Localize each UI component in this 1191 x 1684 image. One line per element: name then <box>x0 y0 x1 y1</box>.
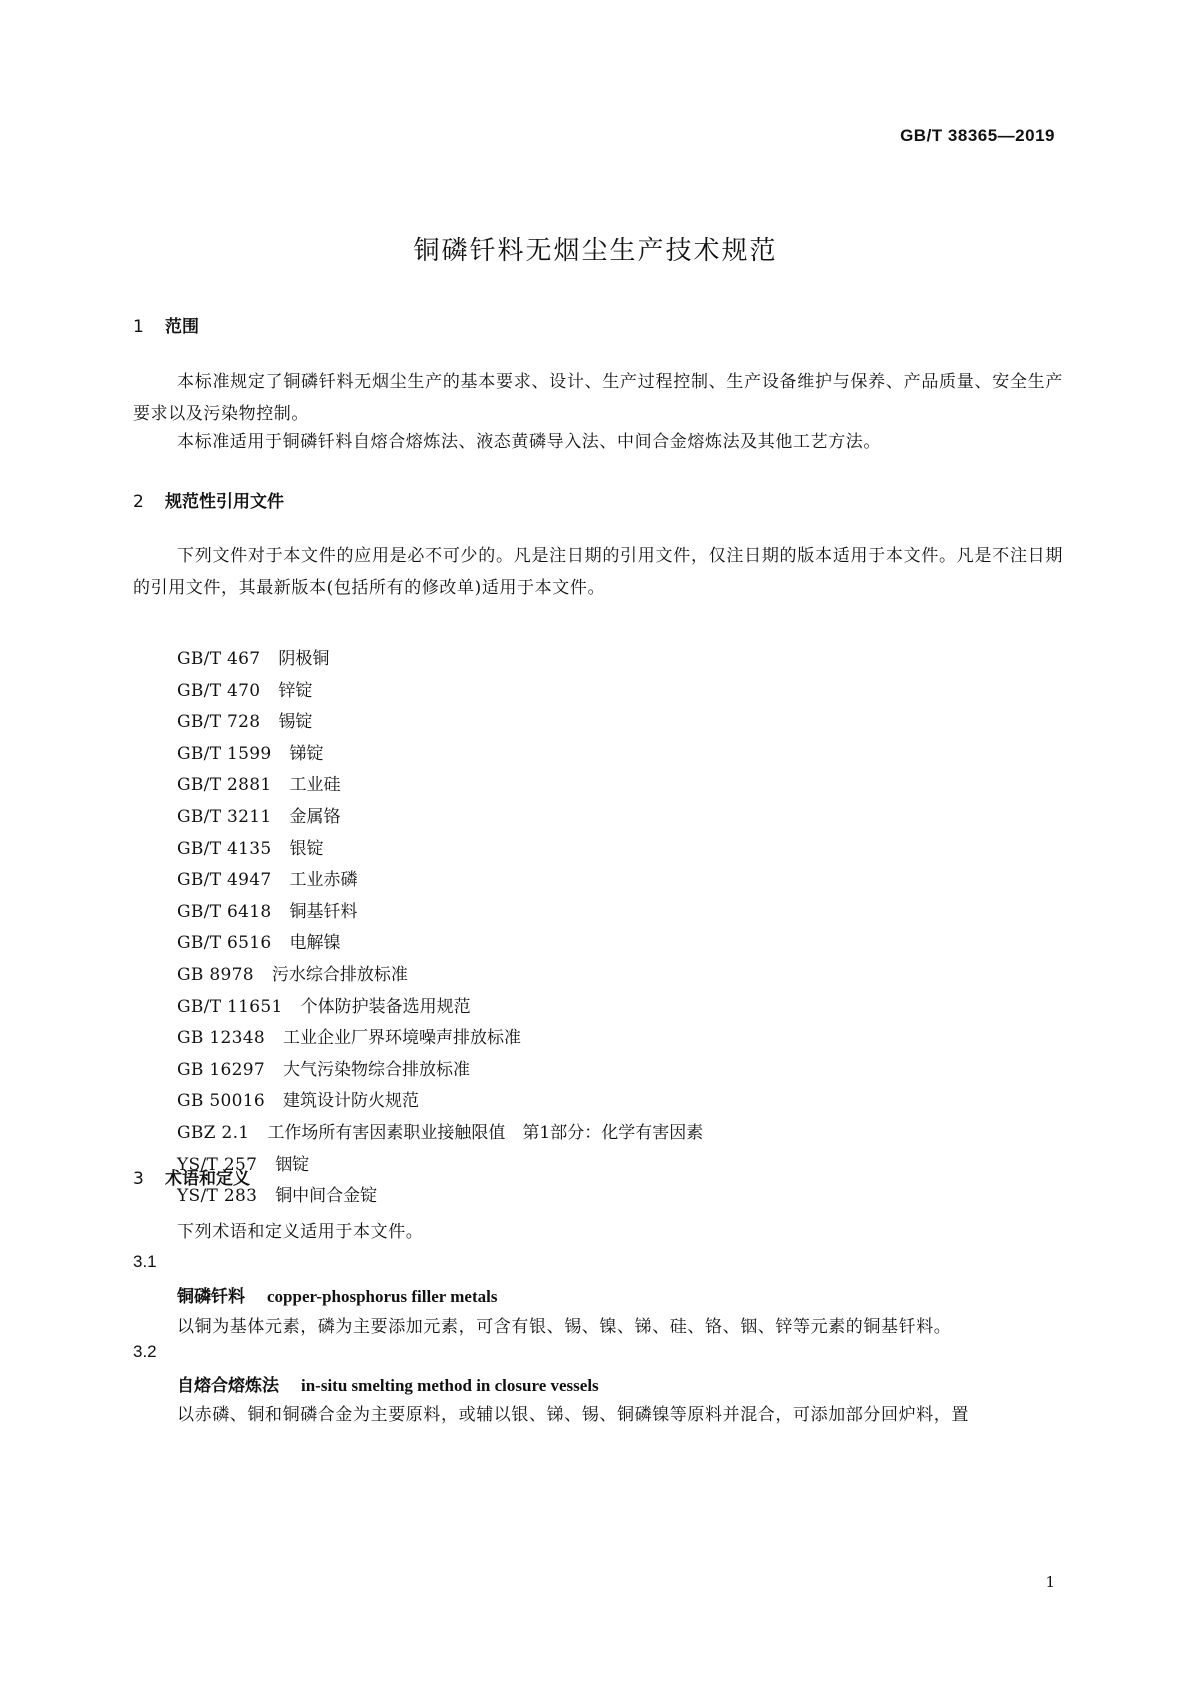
term-heading <box>177 1371 599 1396</box>
reference-code: GB/T 4135 <box>177 838 272 859</box>
reference-name: 建筑设计防火规范 <box>282 1091 419 1112</box>
reference-name: 金属铬 <box>289 806 341 827</box>
term-chinese: 自熔合熔炼法 <box>177 1376 279 1396</box>
reference-item <box>177 897 703 929</box>
reference-code: GB/T 467 <box>177 649 261 669</box>
reference-code: GB/T 11651 <box>177 996 283 1017</box>
reference-item <box>177 1055 703 1087</box>
reference-code: YS/T 257 <box>177 1154 258 1175</box>
reference-item <box>177 1118 703 1150</box>
reference-name: 铜基钎料 <box>289 901 358 922</box>
term-heading <box>177 1282 497 1307</box>
reference-code: GB/T 6418 <box>177 901 272 922</box>
reference-name: 铜中间合金锭 <box>275 1186 378 1207</box>
reference-name: 锌锭 <box>278 680 313 701</box>
reference-code: GB/T 4947 <box>177 870 272 891</box>
reference-name: 铟锭 <box>275 1154 310 1175</box>
reference-item <box>177 1023 703 1055</box>
reference-code: GB 50016 <box>177 1091 265 1112</box>
reference-code: GB/T 3211 <box>177 806 272 827</box>
reference-name: 工作场所有害因素职业接触限值 第1部分：化学有害因素 <box>267 1122 704 1143</box>
reference-name: 工业企业厂界环境噪声排放标准 <box>282 1028 521 1049</box>
reference-name: 工业硅 <box>289 775 341 796</box>
document-title: 铜磷钎料无烟尘生产技术规范 <box>413 236 778 266</box>
reference-item <box>177 1086 703 1118</box>
reference-code: YS/T 283 <box>177 1186 258 1207</box>
reference-item <box>177 1150 703 1182</box>
reference-item <box>177 865 703 897</box>
section-1-heading <box>133 312 199 337</box>
section-number: 2 <box>133 492 144 512</box>
scope-paragraph-2: 本标准适用于铜磷钎料自熔合熔炼法、液态黄磷导入法、中间合金熔炼法及其他工艺方法。 <box>177 432 881 452</box>
reference-item <box>177 739 703 771</box>
reference-name: 锑锭 <box>289 743 324 764</box>
reference-name: 电解镍 <box>289 933 341 954</box>
reference-code: GB/T 2881 <box>177 775 272 796</box>
reference-item <box>177 707 703 739</box>
term-number: 3.2 <box>133 1342 157 1361</box>
reference-item <box>177 1181 703 1213</box>
standard-code: GB/T 38365—2019 <box>900 126 1055 145</box>
reference-list <box>177 644 703 1213</box>
reference-code: GB/T 1599 <box>177 743 272 764</box>
section-number: 1 <box>133 317 144 337</box>
reference-code: GB/T 6516 <box>177 933 272 954</box>
term-english: copper-phosphorus filler metals <box>267 1287 498 1306</box>
reference-name: 个体防护装备选用规范 <box>300 996 471 1017</box>
reference-name: 阴极铜 <box>278 649 330 669</box>
section-title: 范围 <box>165 317 199 337</box>
reference-item <box>177 644 703 676</box>
section-title: 术语和定义 <box>165 1169 250 1189</box>
refs-intro-paragraph: 下列文件对于本文件的应用是必不可少的。凡是注日期的引用文件，仅注日期的版本适用于本文件。凡是不注日期的引用文件，其最新版本(包括所有的修改单)适用于本文件。 <box>133 546 1063 598</box>
term-definition: 以赤磷、铜和铜磷合金为主要原料，或辅以银、锑、锡、铜磷镍等原料并混合，可添加部分回炉料，置 <box>177 1405 969 1425</box>
section-number: 3 <box>133 1169 144 1189</box>
reference-item <box>177 960 703 992</box>
reference-name: 锡锭 <box>278 712 313 733</box>
reference-item <box>177 992 703 1024</box>
term-english: in-situ smelting method in closure vessels <box>301 1376 599 1395</box>
reference-name: 工业赤磷 <box>289 870 358 891</box>
reference-name: 污水综合排放标准 <box>271 964 408 985</box>
reference-item <box>177 802 703 834</box>
reference-name: 大气污染物综合排放标准 <box>282 1059 470 1080</box>
reference-item <box>177 770 703 802</box>
reference-code: GB/T 728 <box>177 712 261 733</box>
reference-code: GB 8978 <box>177 964 254 985</box>
section-3-heading <box>133 1164 250 1189</box>
term-number: 3.1 <box>133 1252 157 1271</box>
term-definition: 以铜为基体元素，磷为主要添加元素，可含有银、锡、镍、锑、硅、铬、铟、锌等元素的铜基钎料。 <box>177 1317 952 1337</box>
reference-code: GB 12348 <box>177 1028 265 1049</box>
page-number: 1 <box>1045 1573 1055 1591</box>
term-chinese: 铜磷钎料 <box>177 1287 245 1307</box>
reference-item <box>177 676 703 708</box>
section-2-heading <box>133 487 284 512</box>
reference-code: GB 16297 <box>177 1059 265 1080</box>
reference-code: GB/T 470 <box>177 680 261 701</box>
reference-name: 银锭 <box>289 838 324 859</box>
section-title: 规范性引用文件 <box>165 492 284 512</box>
reference-item <box>177 834 703 866</box>
terms-intro-paragraph: 下列术语和定义适用于本文件。 <box>177 1222 424 1242</box>
scope-paragraph-1: 本标准规定了铜磷钎料无烟尘生产的基本要求、设计、生产过程控制、生产设备维护与保养、产品质量、安全生产要求以及污染物控制。 <box>133 372 1063 424</box>
reference-item <box>177 928 703 960</box>
reference-code: GBZ 2.1 <box>177 1122 250 1143</box>
